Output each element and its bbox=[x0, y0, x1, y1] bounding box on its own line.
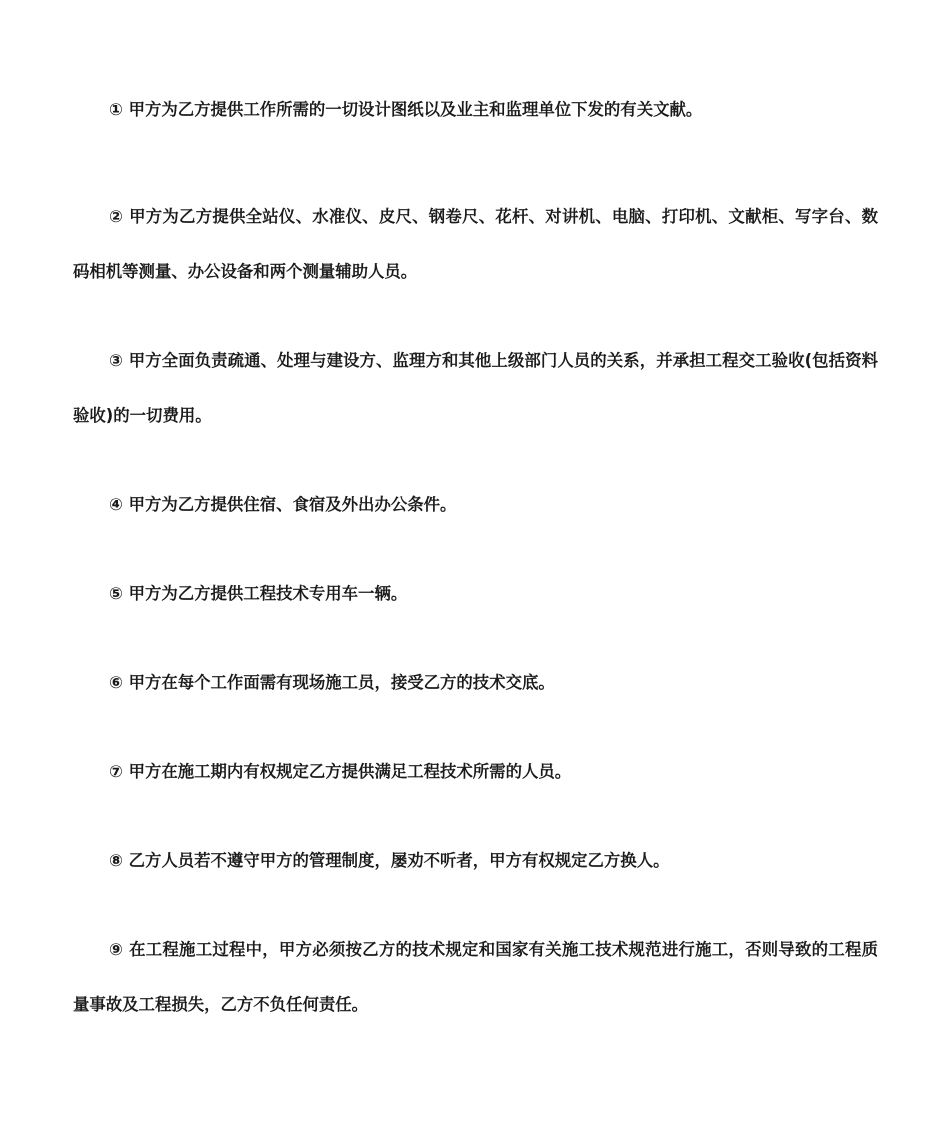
clause-list bbox=[73, 95, 878, 1066]
clause-6: ⑥ 甲方在每个工作面需有现场施工员，接受乙方的技术交底。 bbox=[109, 673, 555, 692]
clause-5: ⑤ 甲方为乙方提供工程技术专用车一辆。 bbox=[109, 584, 408, 603]
clause-8: ⑧ 乙方人员若不遵守甲方的管理制度，屡劝不听者，甲方有权规定乙方换人。 bbox=[109, 851, 670, 870]
clause-3: ③ 甲方全面负责疏通、处理与建设方、监理方和其他上级部门人员的关系，并承担工程交工验收(包括资料验收)的一切费用。 bbox=[73, 351, 878, 425]
clause-2: ② 甲方为乙方提供全站仪、水准仪、皮尺、钢卷尺、花杆、对讲机、电脑、打印机、文献柜、写字台、数码相机等测量、办公设备和两个测量辅助人员。 bbox=[73, 207, 878, 281]
clause-9: ⑨ 在工程施工过程中，甲方必须按乙方的技术规定和国家有关施工技术规范进行施工，否则导致的工程质量事故及工程损失，乙方不负任何责任。 bbox=[73, 940, 878, 1014]
clause-7: ⑦ 甲方在施工期内有权规定乙方提供满足工程技术所需的人员。 bbox=[109, 762, 572, 781]
clause-4: ④ 甲方为乙方提供住宿、食宿及外出办公条件。 bbox=[109, 495, 457, 514]
clause-1: ① 甲方为乙方提供工作所需的一切设计图纸以及业主和监理单位下发的有关文献。 bbox=[109, 100, 703, 119]
